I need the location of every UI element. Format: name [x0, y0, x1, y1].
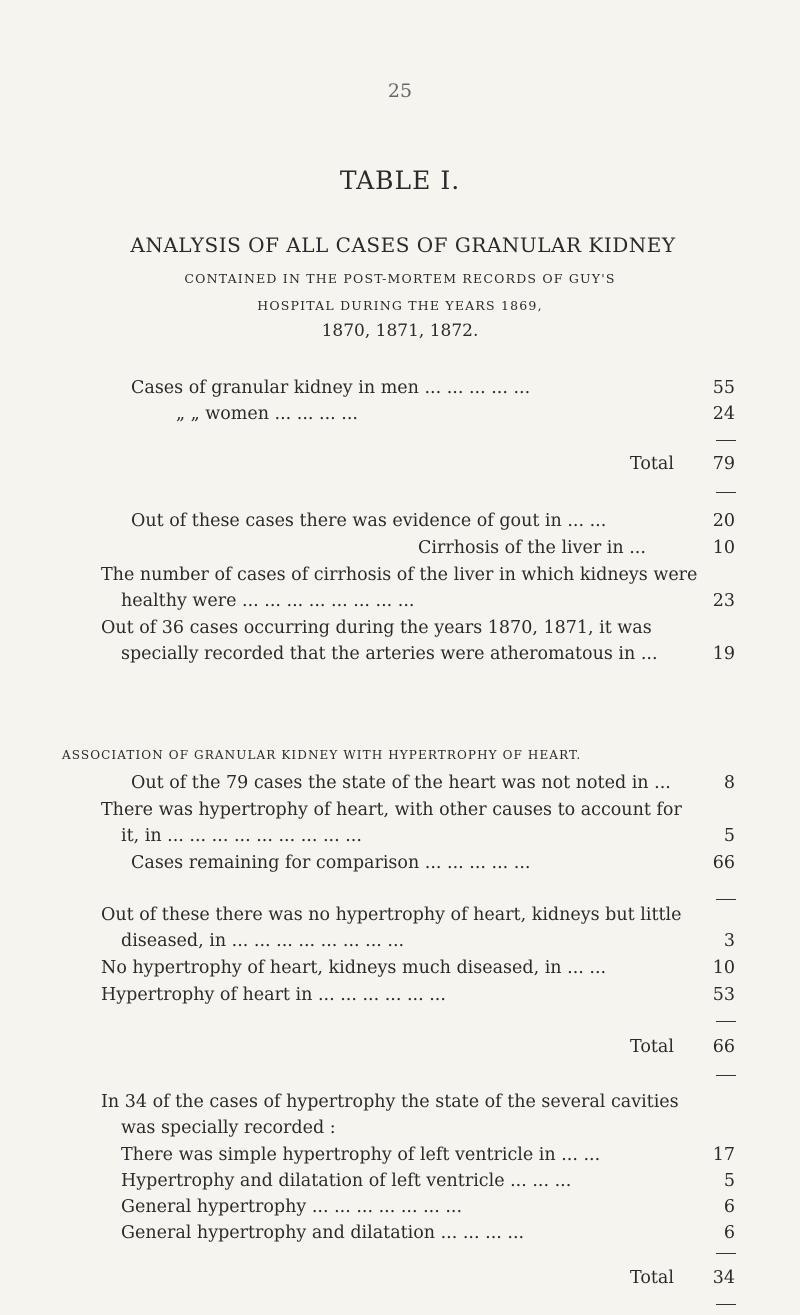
total-rule-3 — [716, 1253, 736, 1254]
little-diseased-value: 3 — [723, 931, 735, 951]
total-rule-bottom — [716, 492, 736, 493]
other-causes-line-1: There was hypertrophy of heart, with other causes to account for — [101, 800, 682, 820]
dilatation-left-label: Hypertrophy and dilatation of left ventricle ... ... ... — [121, 1171, 572, 1191]
much-diseased-value: 10 — [712, 958, 735, 978]
gout-value: 20 — [712, 511, 735, 531]
little-diseased-line-2: diseased, in ... ... ... ... ... ... ... ... — [121, 931, 405, 951]
dilatation-left-value: 5 — [723, 1171, 735, 1191]
cirrhosis-value: 10 — [712, 538, 735, 558]
cirrhosis-healthy-value: 23 — [712, 591, 735, 611]
total-value-3: 34 — [712, 1268, 735, 1288]
total-label-3: Total — [630, 1268, 674, 1288]
women-cases-value: 24 — [712, 404, 735, 424]
remaining-label: Cases remaining for comparison ... ... ... ... ... — [131, 853, 531, 873]
total-value: 79 — [712, 454, 735, 474]
remaining-rule — [716, 899, 736, 900]
total-value-2: 66 — [712, 1037, 735, 1057]
simple-hypertrophy-value: 17 — [712, 1145, 735, 1165]
women-cases-label: „ „ women ... ... ... ... — [176, 404, 358, 424]
hypertrophy-label: Hypertrophy of heart in ... ... ... ... ... ... — [101, 985, 446, 1005]
subheading-line-2: HOSPITAL DURING THE YEARS 1869, — [257, 298, 543, 313]
cavities-line-1: In 34 of the cases of hypertrophy the state of the several cavities — [101, 1092, 679, 1112]
remaining-value: 66 — [712, 853, 735, 873]
cavities-line-2: was specially recorded : — [121, 1118, 336, 1138]
main-heading: ANALYSIS OF ALL CASES OF GRANULAR KIDNEY — [130, 233, 676, 257]
simple-hypertrophy-label: There was simple hypertrophy of left ventricle in ... ... — [121, 1145, 601, 1165]
atheroma-line-1: Out of 36 cases occurring during the years 1870, 1871, it was — [101, 618, 652, 638]
other-causes-value: 5 — [723, 826, 735, 846]
little-diseased-line-1: Out of these there was no hypertrophy of heart, kidneys but little — [101, 905, 682, 925]
much-diseased-label: No hypertrophy of heart, kidneys much diseased, in ... ... — [101, 958, 607, 978]
gout-label: Out of these cases there was evidence of gout in ... ... — [131, 511, 607, 531]
table-title: TABLE I. — [339, 166, 461, 195]
total-rule-2-bottom — [716, 1075, 736, 1076]
subheading-line-1: CONTAINED IN THE POST-MORTEM RECORDS OF GUY'S — [184, 271, 616, 286]
atheroma-value: 19 — [712, 644, 735, 664]
not-noted-value: 8 — [723, 773, 735, 793]
cirrhosis-healthy-line-2: healthy were ... ... ... ... ... ... ... ... — [121, 591, 415, 611]
total-rule-2 — [716, 1021, 736, 1022]
total-label-2: Total — [630, 1037, 674, 1057]
general-dilatation-label: General hypertrophy and dilatation ... ... ... ... — [121, 1223, 525, 1243]
not-noted-label: Out of the 79 cases the state of the heart was not noted in ... — [131, 773, 671, 793]
cirrhosis-label: Cirrhosis of the liver in ... — [418, 538, 646, 558]
general-dilatation-value: 6 — [723, 1223, 735, 1243]
hypertrophy-value: 53 — [712, 985, 735, 1005]
general-hypertrophy-value: 6 — [723, 1197, 735, 1217]
total-label: Total — [630, 454, 674, 474]
other-causes-line-2: it, in ... ... ... ... ... ... ... ... ... — [121, 826, 362, 846]
page-number: 25 — [387, 80, 413, 102]
men-cases-label: Cases of granular kidney in men ... ... ... ... ... — [131, 378, 531, 398]
total-rule — [716, 440, 736, 441]
total-rule-3-bottom — [716, 1304, 736, 1305]
men-cases-value: 55 — [712, 378, 735, 398]
section-heading: ASSOCIATION OF GRANULAR KIDNEY WITH HYPERTROPHY OF HEART. — [62, 748, 582, 762]
subheading-line-3: 1870, 1871, 1872. — [321, 321, 479, 341]
atheroma-line-2: specially recorded that the arteries were atheromatous in ... — [121, 644, 658, 664]
cirrhosis-healthy-line-1: The number of cases of cirrhosis of the liver in which kidneys were — [101, 565, 698, 585]
general-hypertrophy-label: General hypertrophy ... ... ... ... ... ... ... — [121, 1197, 463, 1217]
